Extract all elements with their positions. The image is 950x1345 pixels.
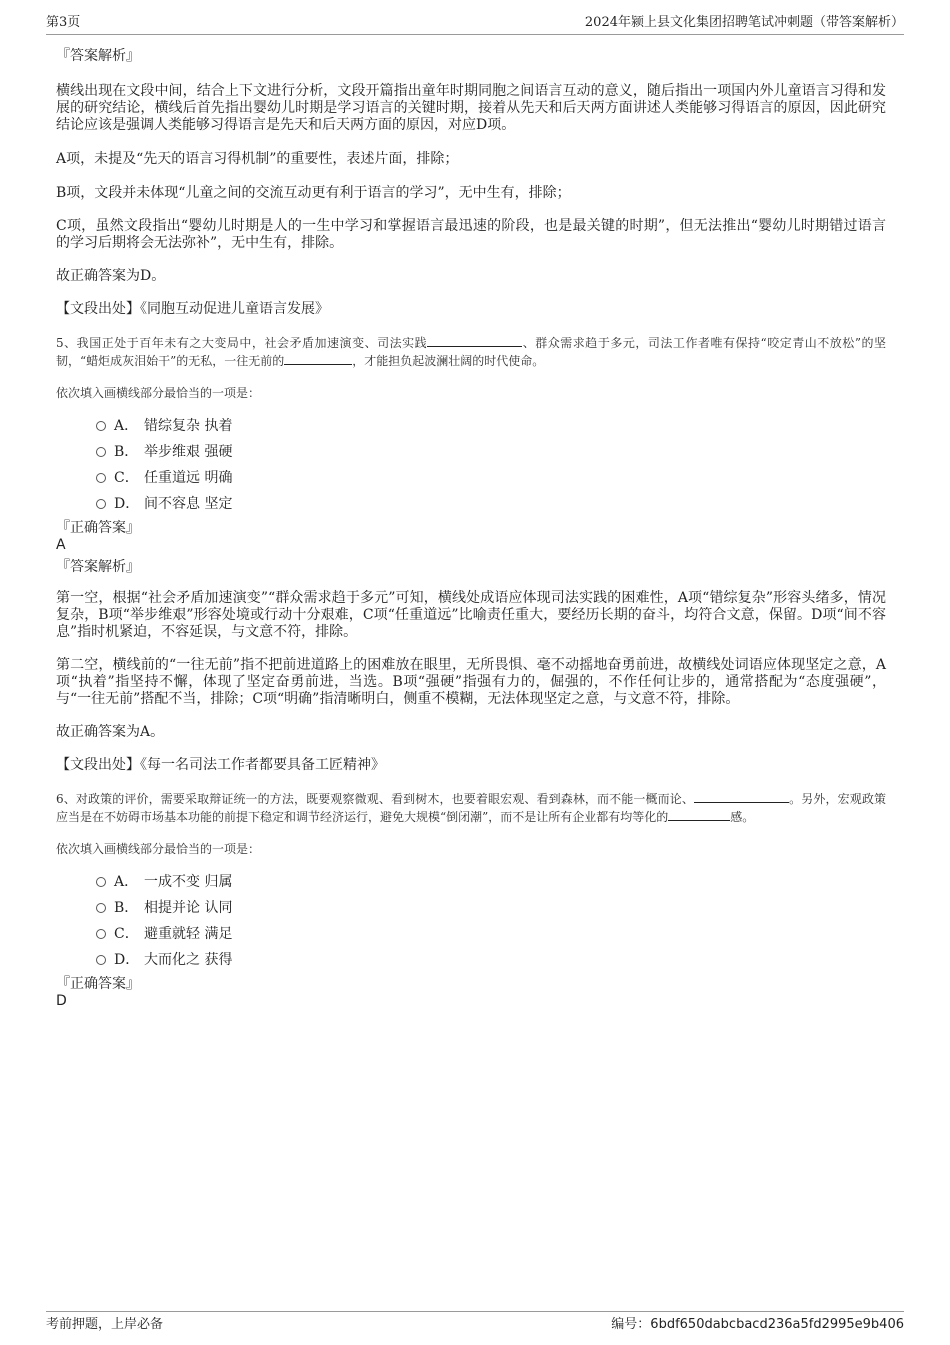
page-header [46, 14, 904, 35]
q5-correct-label: 『正确答案』 [56, 520, 140, 536]
radio-icon[interactable] [96, 499, 106, 509]
option-letter: D． [114, 496, 140, 512]
option-text: 大而化之 获得 [144, 952, 233, 968]
q5-stem-part-2: 、群众需求趋于多元，司法工作者唯有保持“咬定青山不放松”的坚韧，“蜡炬成灰泪始干”的无私，一往无前的 [56, 336, 886, 368]
q5-analysis-para-2: 第二空，横线前的“一往无前”指不把前进道路上的困难放在眼里，无所畏惧、毫不动摇地奋勇前进，故横线处词语应体现坚定之意，A项“执着”指坚持不懈，体现了坚定奋勇前进，当选。B项“强硬”指强有力的，倔强的，不作任何让步的，通常搭配为“态度强硬”，与“一往无前”搭配不当，排除；C项“明确”指清晰明白，侧重不模糊，无法体现坚定之意，与文意不符，排除。 [56, 657, 886, 707]
option-text: 避重就轻 满足 [144, 926, 233, 942]
q6-stem [56, 790, 886, 826]
page-footer [46, 1311, 904, 1336]
option-text: 相提并论 认同 [144, 900, 233, 916]
q6-stem-part-2: 。另外，宏观政策应当是在不妨碍市场基本功能的前提下稳定和调节经济运行，避免大规模“倒闭潮”，而不是让所有企业都有均等化的 [56, 792, 886, 824]
q4-analysis-para-1: 横线出现在文段中间，结合上下文进行分析，文段开篇指出童年时期同胞之间语言互动的意义，随后指出一项国内外儿童语言习得和发展的研究结论，横线后首先指出婴幼儿时期是学习语言的关键时期，接着从先天和后天两方面讲述人类能够习得语言的原因，因此研究结论应该是强调人类能够习得语言是先天和后天两方面的原因，对应D项。 [56, 83, 886, 133]
page-number: 第3页 [46, 15, 81, 30]
q5-option-d[interactable] [96, 491, 886, 517]
radio-icon[interactable] [96, 473, 106, 483]
q5-source: 【文段出处】《每一名司法工作者都要具备工匠精神》 [56, 757, 385, 773]
q4-analysis-para-2: A项，未提及“先天的语言习得机制”的重要性，表述片面，排除； [56, 151, 459, 167]
q5-analysis-para-1: 第一空，根据“社会矛盾加速演变”“群众需求趋于多元”可知，横线处成语应体现司法实践的困难性，A项“错综复杂”形容头绪多，情况复杂，B项“举步维艰”形容处境或行动十分艰难，C项“任重道远”比喻责任重大，要经历长期的奋斗，均符合文意，保留。D项“间不容息”指时机紧迫，不容延误，与文意不符，排除。 [56, 590, 886, 640]
q6-blank-1 [694, 790, 789, 803]
option-letter: C． [114, 926, 139, 942]
q5-correct-answer: A [56, 537, 66, 553]
option-letter: D． [114, 952, 140, 968]
option-text: 举步维艰 强硬 [144, 444, 233, 460]
q5-option-a[interactable] [96, 413, 886, 439]
q6-stem-part-3: 感。 [730, 810, 755, 824]
footer-code-label: 编号： [611, 1317, 651, 1332]
radio-icon[interactable] [96, 955, 106, 965]
q6-option-a[interactable] [96, 869, 886, 895]
q6-correct-answer: D [56, 993, 67, 1009]
q5-stem-part-1: 5、我国正处于百年未有之大变局中，社会矛盾加速演变、司法实践 [56, 336, 428, 350]
option-text: 任重道远 明确 [144, 470, 233, 486]
q4-source: 【文段出处】《同胞互动促进儿童语言发展》 [56, 301, 329, 317]
option-letter: B． [114, 444, 139, 460]
q5-stem [56, 334, 886, 370]
q6-option-d[interactable] [96, 947, 886, 973]
option-text: 间不容息 坚定 [144, 496, 233, 512]
option-text: 错综复杂 执着 [144, 418, 233, 434]
q5-option-c[interactable] [96, 465, 886, 491]
q6-blank-2 [668, 808, 730, 821]
q6-option-c[interactable] [96, 921, 886, 947]
document-title: 2024年颍上县文化集团招聘笔试冲刺题（带答案解析） [584, 15, 904, 30]
option-letter: A． [114, 418, 139, 434]
q4-analysis-para-3: B项，文段并未体现“儿童之间的交流互动更有利于语言的学习”，无中生有，排除； [56, 185, 571, 201]
q4-conclusion: 故正确答案为D。 [56, 268, 166, 284]
radio-icon[interactable] [96, 447, 106, 457]
q5-conclusion: 故正确答案为A。 [56, 724, 165, 740]
q5-prompt: 依次填入画横线部分最恰当的一项是： [56, 386, 261, 400]
footer-slogan: 考前押题，上岸必备 [46, 1317, 164, 1332]
q6-stem-part-1: 6、对政策的评价，需要采取辩证统一的方法，既要观察微观、看到树木，也要着眼宏观、看到森林，而不能一概而论、 [56, 792, 695, 806]
footer-code [611, 1314, 904, 1336]
option-text: 一成不变 归属 [144, 874, 233, 890]
q5-analysis-label: 『答案解析』 [56, 559, 140, 575]
q4-analysis-para-4: C项，虽然文段指出“婴幼儿时期是人的一生中学习和掌握语言最迅速的阶段，也是最关键的时期”，但无法推出“婴幼儿时期错过语言的学习后期将会无法弥补”，无中生有，排除。 [56, 218, 886, 251]
q5-stem-part-3: ，才能担负起波澜壮阔的时代使命。 [352, 354, 545, 368]
radio-icon[interactable] [96, 421, 106, 431]
q6-options [96, 869, 886, 973]
radio-icon[interactable] [96, 903, 106, 913]
q6-prompt: 依次填入画横线部分最恰当的一项是： [56, 842, 261, 856]
footer-code-value: 6bdf650dabcbacd236a5fd2995e9b406 [650, 1317, 904, 1332]
radio-icon[interactable] [96, 877, 106, 887]
radio-icon[interactable] [96, 929, 106, 939]
q5-blank-1 [427, 334, 522, 347]
q5-options [96, 413, 886, 517]
q6-correct-label: 『正确答案』 [56, 976, 140, 992]
q5-option-b[interactable] [96, 439, 886, 465]
option-letter: A． [114, 874, 139, 890]
q6-option-b[interactable] [96, 895, 886, 921]
option-letter: C． [114, 470, 139, 486]
option-letter: B． [114, 900, 139, 916]
q4-analysis-label: 『答案解析』 [56, 48, 140, 64]
main-content [56, 44, 886, 1009]
q5-blank-2 [284, 352, 352, 365]
